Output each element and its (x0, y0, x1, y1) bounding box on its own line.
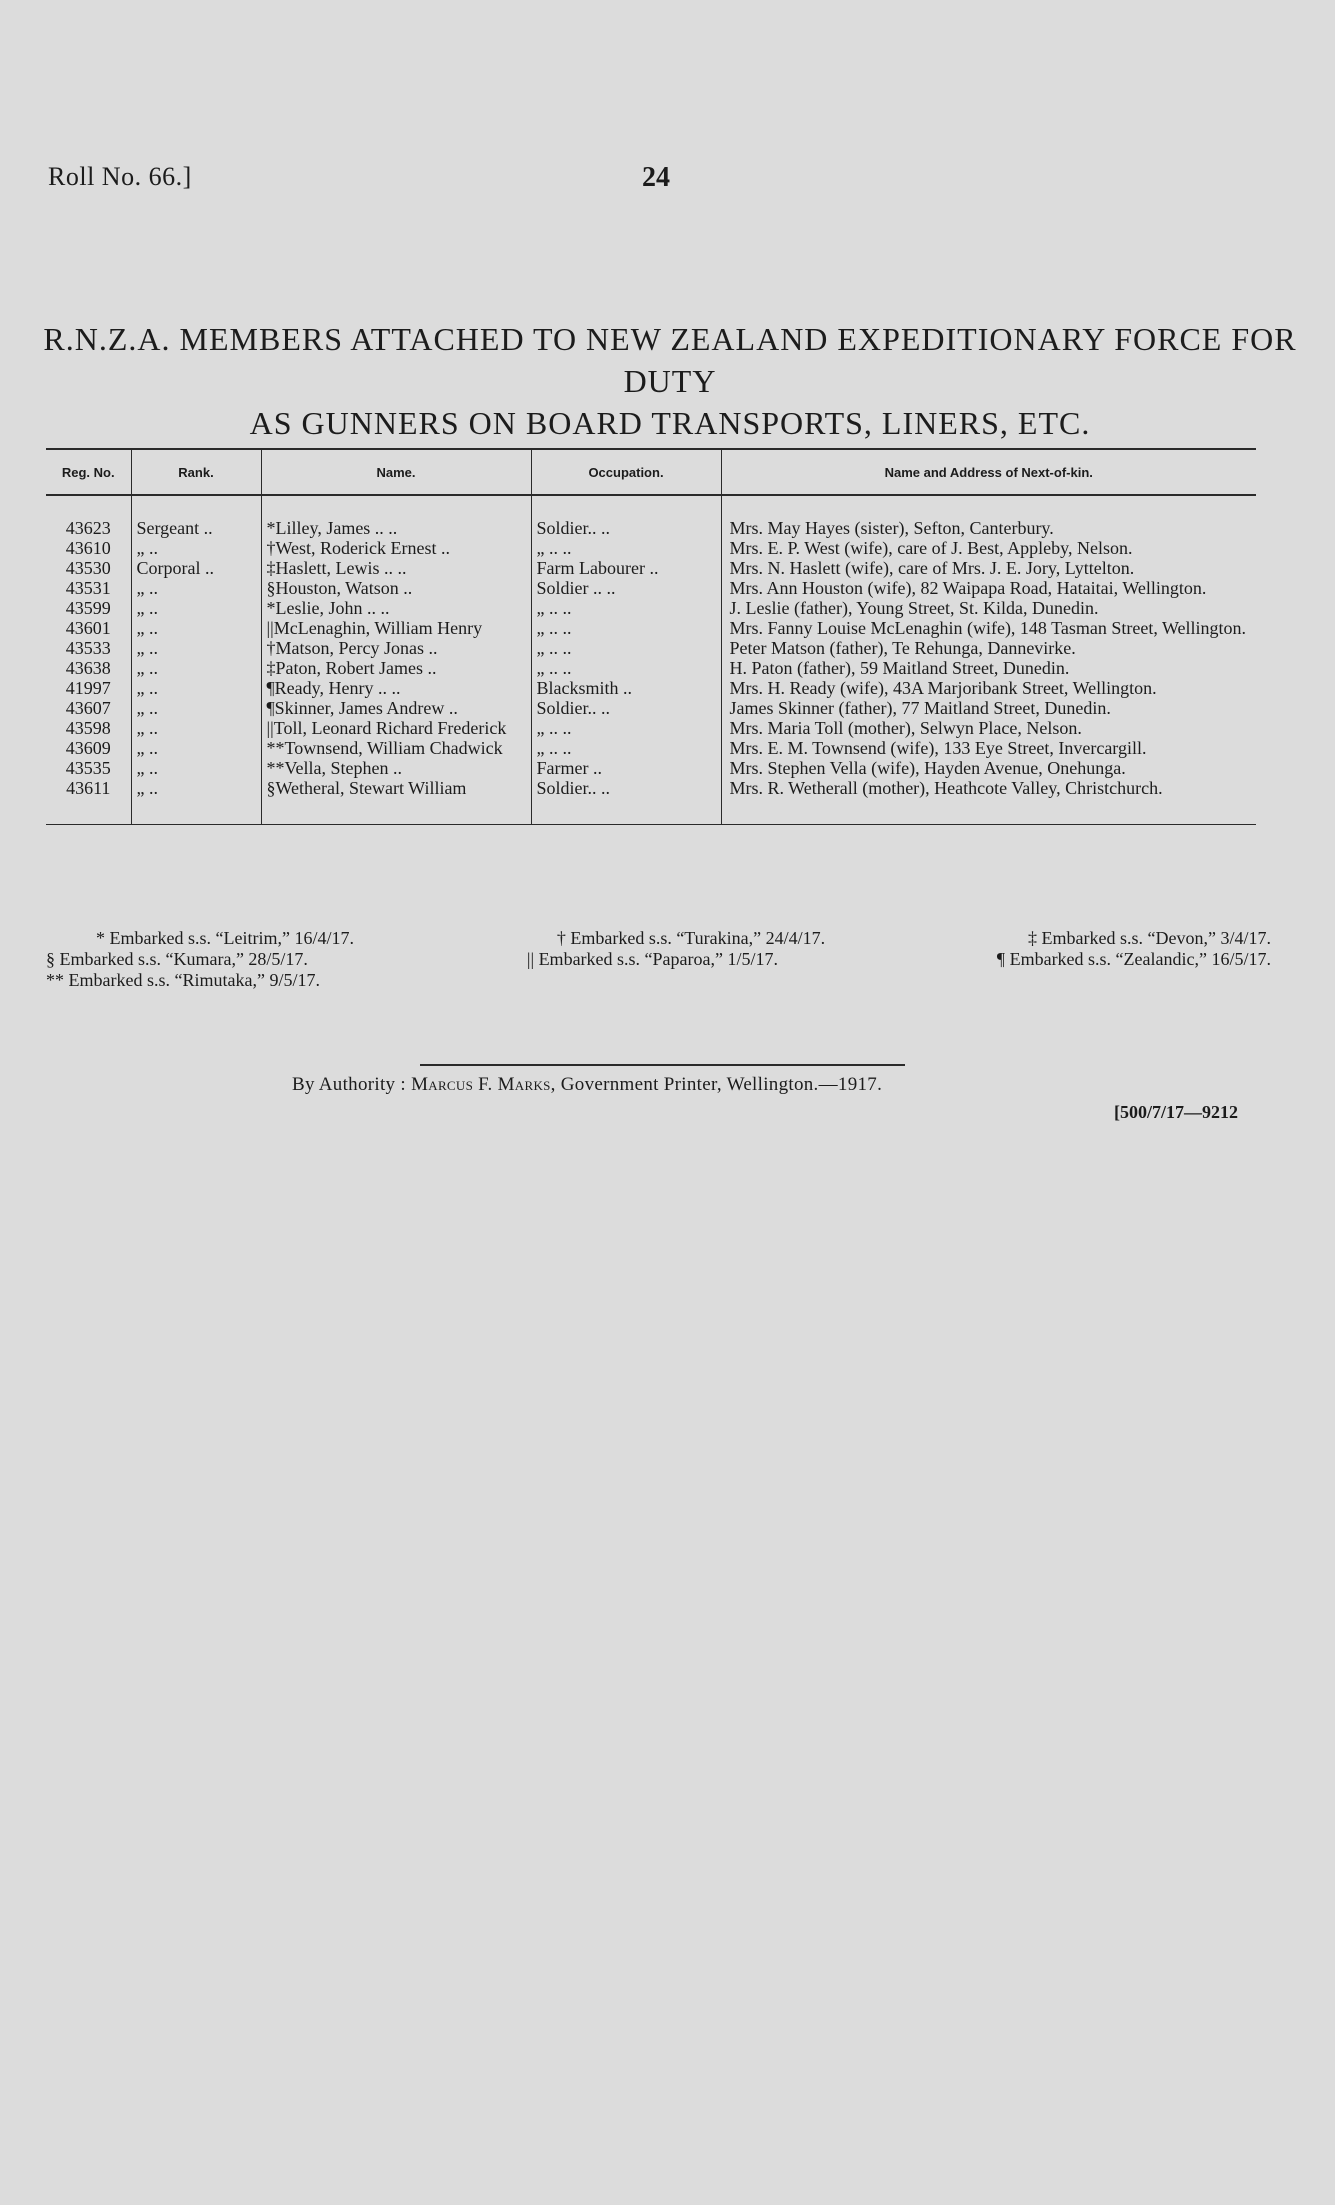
document-title (40, 318, 1300, 444)
occupation: Farm Labourer .. (531, 558, 721, 578)
table-row (46, 758, 1256, 778)
table-row (46, 578, 1256, 598)
table-row (46, 618, 1256, 638)
title-line-1: R.N.Z.A. MEMBERS ATTACHED TO NEW ZEALAND EXPEDITIONARY FORCE FOR DUTY (43, 321, 1297, 399)
footnotes (46, 928, 1271, 991)
next-of-kin: James Skinner (father), 77 Maitland Street, Dunedin. (721, 698, 1256, 718)
footnote: § Embarked s.s. “Kumara,” 28/5/17. (46, 949, 308, 969)
reg-no: 43610 (65, 538, 111, 558)
footnote: ** Embarked s.s. “Rimutaka,” 9/5/17. (46, 970, 320, 990)
reg-no: 43609 (65, 738, 111, 758)
reg-no: 43611 (66, 778, 111, 798)
next-of-kin: Mrs. N. Haslett (wife), care of Mrs. J. E. Jory, Lyttelton. (721, 558, 1256, 578)
col-header-name: Name. (261, 449, 531, 495)
occupation: Farmer .. (531, 758, 721, 778)
table-header-row (46, 449, 1256, 495)
printer-imprint (292, 1074, 882, 1096)
rank: „ .. (131, 778, 261, 798)
reg-no: 43607 (65, 698, 111, 718)
title-line-2: AS GUNNERS ON BOARD TRANSPORTS, LINERS, ETC. (249, 405, 1091, 441)
occupation: Blacksmith .. (531, 678, 721, 698)
footnote: || Embarked s.s. “Paparoa,” 1/5/17. (526, 949, 778, 969)
occupation: „ .. .. (531, 638, 721, 658)
table-row (46, 698, 1256, 718)
occupation: „ .. .. (531, 598, 721, 618)
footnote: ‡ Embarked s.s. “Devon,” 3/4/17. (1028, 928, 1271, 948)
member-name: §Houston, Watson .. (261, 578, 531, 598)
footnote: † Embarked s.s. “Turakina,” 24/4/17. (556, 928, 826, 948)
rank: „ .. (131, 598, 261, 618)
table-row (46, 738, 1256, 758)
occupation: „ .. .. (531, 718, 721, 738)
next-of-kin: Mrs. May Hayes (sister), Sefton, Canterbury. (721, 518, 1256, 538)
next-of-kin: Mrs. E. P. West (wife), care of J. Best, Appleby, Nelson. (721, 538, 1256, 558)
occupation: Soldier.. .. (531, 518, 721, 538)
print-code: [500/7/17—9212 (1114, 1102, 1238, 1122)
member-name: ¶Ready, Henry .. .. (261, 678, 531, 698)
rank: „ .. (131, 638, 261, 658)
rank: Corporal .. (131, 558, 261, 578)
occupation: Soldier .. .. (531, 578, 721, 598)
next-of-kin: Mrs. H. Ready (wife), 43A Marjoribank Street, Wellington. (721, 678, 1256, 698)
reg-no: 43598 (65, 718, 111, 738)
reg-no: 43531 (65, 578, 111, 598)
table-row (46, 518, 1256, 538)
member-name: **Vella, Stephen .. (261, 758, 531, 778)
reg-no: 41997 (65, 678, 111, 698)
reg-no: 43535 (65, 758, 111, 778)
occupation: „ .. .. (531, 658, 721, 678)
rank: „ .. (131, 698, 261, 718)
rank: „ .. (131, 538, 261, 558)
imprint-prefix: By Authority : (292, 1074, 406, 1095)
member-name: †Matson, Percy Jonas .. (261, 638, 531, 658)
col-header-reg-no: Reg. No. (46, 449, 131, 495)
member-name: ‡Paton, Robert James .. (261, 658, 531, 678)
rank: „ .. (131, 578, 261, 598)
next-of-kin: Mrs. R. Wetherall (mother), Heathcote Valley, Christchurch. (721, 778, 1256, 798)
col-header-rank: Rank. (131, 449, 261, 495)
member-name: **Townsend, William Chadwick (261, 738, 531, 758)
table-row (46, 538, 1256, 558)
next-of-kin: Peter Matson (father), Te Rehunga, Dannevirke. (721, 638, 1256, 658)
rank: „ .. (131, 738, 261, 758)
running-head: Roll No. 66.] (48, 162, 192, 191)
col-header-next-of-kin: Name and Address of Next-of-kin. (721, 449, 1256, 495)
reg-no: 43533 (65, 638, 111, 658)
table-row (46, 678, 1256, 698)
member-name: ‡Haslett, Lewis .. .. (261, 558, 531, 578)
table-row (46, 558, 1256, 578)
member-name: †West, Roderick Ernest .. (261, 538, 531, 558)
divider-rule (420, 1064, 905, 1066)
next-of-kin: H. Paton (father), 59 Maitland Street, Dunedin. (721, 658, 1256, 678)
next-of-kin: Mrs. Ann Houston (wife), 82 Waipapa Road, Hataitai, Wellington. (721, 578, 1256, 598)
member-name: ¶Skinner, James Andrew .. (261, 698, 531, 718)
printer-name: Marcus F. Marks (411, 1074, 551, 1095)
rank: „ .. (131, 758, 261, 778)
reg-no: 43601 (65, 618, 111, 638)
rank: „ .. (131, 678, 261, 698)
page-number: 24 (642, 162, 670, 193)
next-of-kin: J. Leslie (father), Young Street, St. Kilda, Dunedin. (721, 598, 1256, 618)
next-of-kin: Mrs. Maria Toll (mother), Selwyn Place, Nelson. (721, 718, 1256, 738)
member-name: *Lilley, James .. .. (261, 518, 531, 538)
next-of-kin: Mrs. E. M. Townsend (wife), 133 Eye Street, Invercargill. (721, 738, 1256, 758)
occupation: „ .. .. (531, 738, 721, 758)
reg-no: 43638 (65, 658, 111, 678)
rank: „ .. (131, 718, 261, 738)
col-header-occupation: Occupation. (531, 449, 721, 495)
imprint-suffix: , Government Printer, Wellington.—1917. (550, 1074, 883, 1095)
reg-no: 43530 (65, 558, 111, 578)
roll-table (46, 448, 1256, 825)
occupation: „ .. .. (531, 618, 721, 638)
reg-no: 43599 (65, 598, 111, 618)
member-name: *Leslie, John .. .. (261, 598, 531, 618)
occupation: Soldier.. .. (531, 698, 721, 718)
next-of-kin: Mrs. Fanny Louise McLenaghin (wife), 148 Tasman Street, Wellington. (721, 618, 1256, 638)
table-row (46, 778, 1256, 798)
footnote: ¶ Embarked s.s. “Zealandic,” 16/5/17. (996, 949, 1271, 969)
next-of-kin: Mrs. Stephen Vella (wife), Hayden Avenue, Onehunga. (721, 758, 1256, 778)
table-row (46, 658, 1256, 678)
table-row (46, 598, 1256, 618)
occupation: Soldier.. .. (531, 778, 721, 798)
member-name: §Wetheral, Stewart William (261, 778, 531, 798)
occupation: „ .. .. (531, 538, 721, 558)
member-name: ||Toll, Leonard Richard Frederick (261, 718, 531, 738)
member-name: ||McLenaghin, William Henry (261, 618, 531, 638)
rank: Sergeant .. (131, 518, 261, 538)
rank: „ .. (131, 658, 261, 678)
reg-no: 43623 (65, 518, 111, 538)
footnote: * Embarked s.s. “Leitrim,” 16/4/17. (96, 928, 354, 948)
table-row (46, 638, 1256, 658)
rank: „ .. (131, 618, 261, 638)
table-row (46, 718, 1256, 738)
